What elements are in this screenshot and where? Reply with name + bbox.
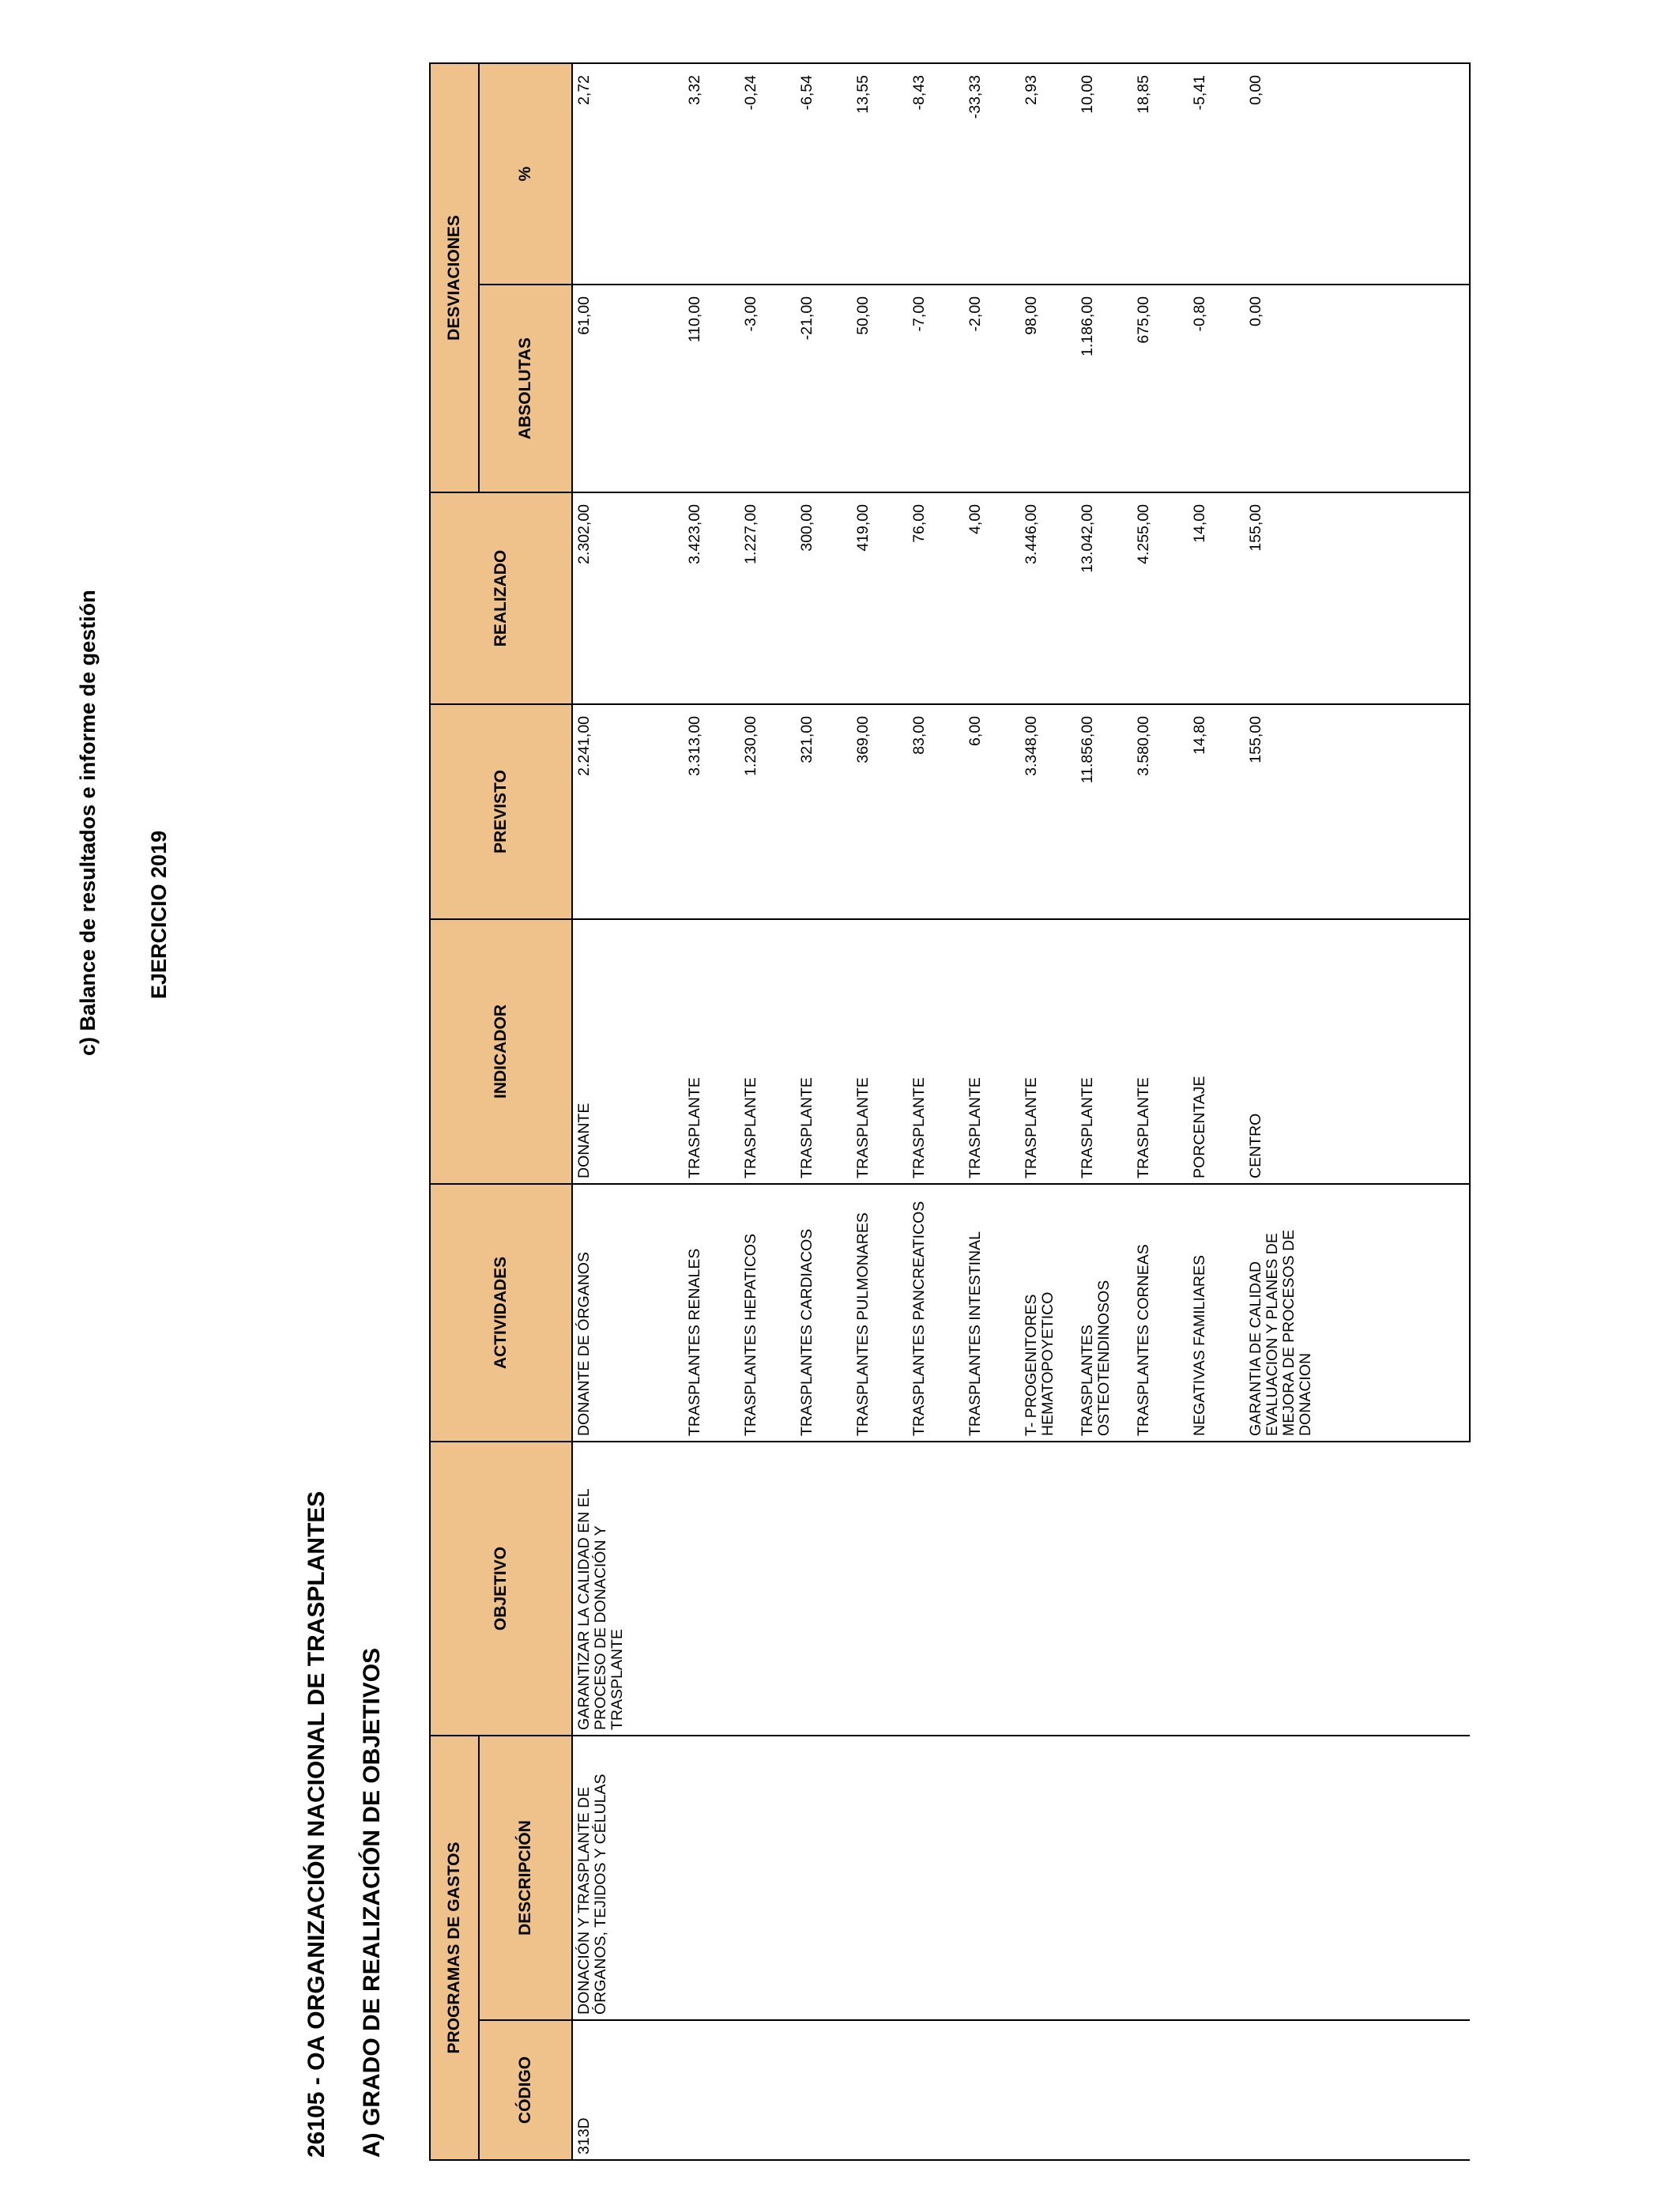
percent-deviation-cell: -0,24 bbox=[732, 63, 788, 285]
activity-cell: TRASPLANTES OSTEOTENDINOSOS bbox=[1068, 1184, 1124, 1442]
activity-cell: TRASPLANTES RENALES bbox=[676, 1184, 732, 1442]
percent-deviation-cell: -33,33 bbox=[956, 63, 1012, 285]
indicator-cell: CENTRO bbox=[1237, 919, 1470, 1184]
activity-cell: NEGATIVAS FAMILIARES bbox=[1181, 1184, 1237, 1442]
col-header-actividades: ACTIVIDADES bbox=[430, 1184, 572, 1442]
absolute-deviation-cell: 50,00 bbox=[844, 285, 900, 492]
percent-deviation-cell: 2,93 bbox=[1012, 63, 1068, 285]
activity-cell: TRASPLANTES PULMONARES bbox=[844, 1184, 900, 1442]
indicator-cell: DONANTE bbox=[572, 919, 676, 1184]
actual-cell: 1.227,00 bbox=[732, 492, 788, 704]
actual-cell: 155,00 bbox=[1237, 492, 1470, 704]
planned-cell: 6,00 bbox=[956, 704, 1012, 919]
col-header-descripcion: DESCRIPCIÓN bbox=[479, 1736, 572, 2020]
actual-cell: 300,00 bbox=[788, 492, 844, 704]
percent-deviation-cell: -6,54 bbox=[788, 63, 844, 285]
activity-cell: TRASPLANTES CORNEAS bbox=[1124, 1184, 1181, 1442]
indicator-cell: TRASPLANTE bbox=[1124, 919, 1181, 1184]
planned-cell: 3.313,00 bbox=[676, 704, 732, 919]
actual-cell: 3.446,00 bbox=[1012, 492, 1068, 704]
indicator-cell: TRASPLANTE bbox=[788, 919, 844, 1184]
actual-cell: 2.302,00 bbox=[572, 492, 676, 704]
percent-deviation-cell: 3,32 bbox=[676, 63, 732, 285]
document-header-title: c) Balance de resultados e informe de gestión bbox=[76, 590, 100, 1056]
indicator-cell: PORCENTAJE bbox=[1181, 919, 1237, 1184]
absolute-deviation-cell: 1.186,00 bbox=[1068, 285, 1124, 492]
actual-cell: 4,00 bbox=[956, 492, 1012, 704]
activity-cell: DONANTE DE ÓRGANOS bbox=[572, 1184, 676, 1442]
table-row bbox=[572, 63, 676, 2160]
percent-deviation-cell: 2,72 bbox=[572, 63, 676, 285]
activity-cell: TRASPLANTES CARDIACOS bbox=[788, 1184, 844, 1442]
actual-cell: 419,00 bbox=[844, 492, 900, 704]
col-header-previsto: PREVISTO bbox=[430, 704, 572, 919]
planned-cell: 369,00 bbox=[844, 704, 900, 919]
fiscal-year-title: EJERCICIO 2019 bbox=[147, 830, 171, 999]
activity-cell: TRASPLANTES HEPATICOS bbox=[732, 1184, 788, 1442]
percent-deviation-cell: 0,00 bbox=[1237, 63, 1470, 285]
section-title: A) GRADO DE REALIZACIÓN DE OBJETIVOS bbox=[359, 1647, 385, 2158]
planned-cell: 1.230,00 bbox=[732, 704, 788, 919]
group-header-desviaciones: DESVIACIONES bbox=[430, 63, 479, 492]
absolute-deviation-cell: 61,00 bbox=[572, 285, 676, 492]
absolute-deviation-cell: -3,00 bbox=[732, 285, 788, 492]
absolute-deviation-cell: 110,00 bbox=[676, 285, 732, 492]
percent-deviation-cell: 10,00 bbox=[1068, 63, 1124, 285]
planned-cell: 2.241,00 bbox=[572, 704, 676, 919]
activity-cell: TRASPLANTES INTESTINAL bbox=[956, 1184, 1012, 1442]
objectives-table bbox=[429, 62, 1471, 2161]
absolute-deviation-cell: 0,00 bbox=[1237, 285, 1470, 492]
activity-cell: GARANTIA DE CALIDAD EVALUACION Y PLANES DE MEJORA DE PROCESOS DE DONACION bbox=[1237, 1184, 1470, 1442]
absolute-deviation-cell: 675,00 bbox=[1124, 285, 1181, 492]
actual-cell: 14,00 bbox=[1181, 492, 1237, 704]
col-header-realizado: REALIZADO bbox=[430, 492, 572, 704]
col-header-pct: % bbox=[479, 63, 572, 285]
indicator-cell: TRASPLANTE bbox=[956, 919, 1012, 1184]
indicator-cell: TRASPLANTE bbox=[676, 919, 732, 1184]
indicator-cell: TRASPLANTE bbox=[732, 919, 788, 1184]
percent-deviation-cell: -8,43 bbox=[900, 63, 956, 285]
actual-cell: 13.042,00 bbox=[1068, 492, 1124, 704]
actual-cell: 3.423,00 bbox=[676, 492, 732, 704]
program-code: 313D bbox=[572, 2020, 1470, 2160]
program-objective: GARANTIZAR LA CALIDAD EN EL PROCESO DE DONACIÓN Y TRASPLANTE bbox=[572, 1442, 1470, 1736]
absolute-deviation-cell: 98,00 bbox=[1012, 285, 1068, 492]
activity-cell: T- PROGENITORES HEMATOPOYETICO bbox=[1012, 1184, 1068, 1442]
col-header-codigo: CÓDIGO bbox=[479, 2020, 572, 2160]
planned-cell: 14,80 bbox=[1181, 704, 1237, 919]
percent-deviation-cell: 13,55 bbox=[844, 63, 900, 285]
indicator-cell: TRASPLANTE bbox=[900, 919, 956, 1184]
program-description: DONACIÓN Y TRASPLANTE DE ÓRGANOS, TEJIDOS Y CÉLULAS bbox=[572, 1736, 1470, 2020]
planned-cell: 83,00 bbox=[900, 704, 956, 919]
percent-deviation-cell: -5,41 bbox=[1181, 63, 1237, 285]
activity-cell: TRASPLANTES PANCREATICOS bbox=[900, 1184, 956, 1442]
indicator-cell: TRASPLANTE bbox=[1068, 919, 1124, 1184]
indicator-cell: TRASPLANTE bbox=[1012, 919, 1068, 1184]
absolute-deviation-cell: -7,00 bbox=[900, 285, 956, 492]
planned-cell: 321,00 bbox=[788, 704, 844, 919]
planned-cell: 3.580,00 bbox=[1124, 704, 1181, 919]
planned-cell: 11.856,00 bbox=[1068, 704, 1124, 919]
organization-title: 26105 - OA ORGANIZACIÓN NACIONAL DE TRASPLANTES bbox=[303, 1491, 330, 2158]
actual-cell: 4.255,00 bbox=[1124, 492, 1181, 704]
absolute-deviation-cell: -0,80 bbox=[1181, 285, 1237, 492]
indicator-cell: TRASPLANTE bbox=[844, 919, 900, 1184]
col-header-indicador: INDICADOR bbox=[430, 919, 572, 1184]
absolute-deviation-cell: -21,00 bbox=[788, 285, 844, 492]
planned-cell: 3.348,00 bbox=[1012, 704, 1068, 919]
absolute-deviation-cell: -2,00 bbox=[956, 285, 1012, 492]
col-header-objetivo: OBJETIVO bbox=[430, 1442, 572, 1736]
group-header-programas: PROGRAMAS DE GASTOS bbox=[430, 1736, 479, 2160]
planned-cell: 155,00 bbox=[1237, 704, 1470, 919]
actual-cell: 76,00 bbox=[900, 492, 956, 704]
col-header-absolutas: ABSOLUTAS bbox=[479, 285, 572, 492]
percent-deviation-cell: 18,85 bbox=[1124, 63, 1181, 285]
